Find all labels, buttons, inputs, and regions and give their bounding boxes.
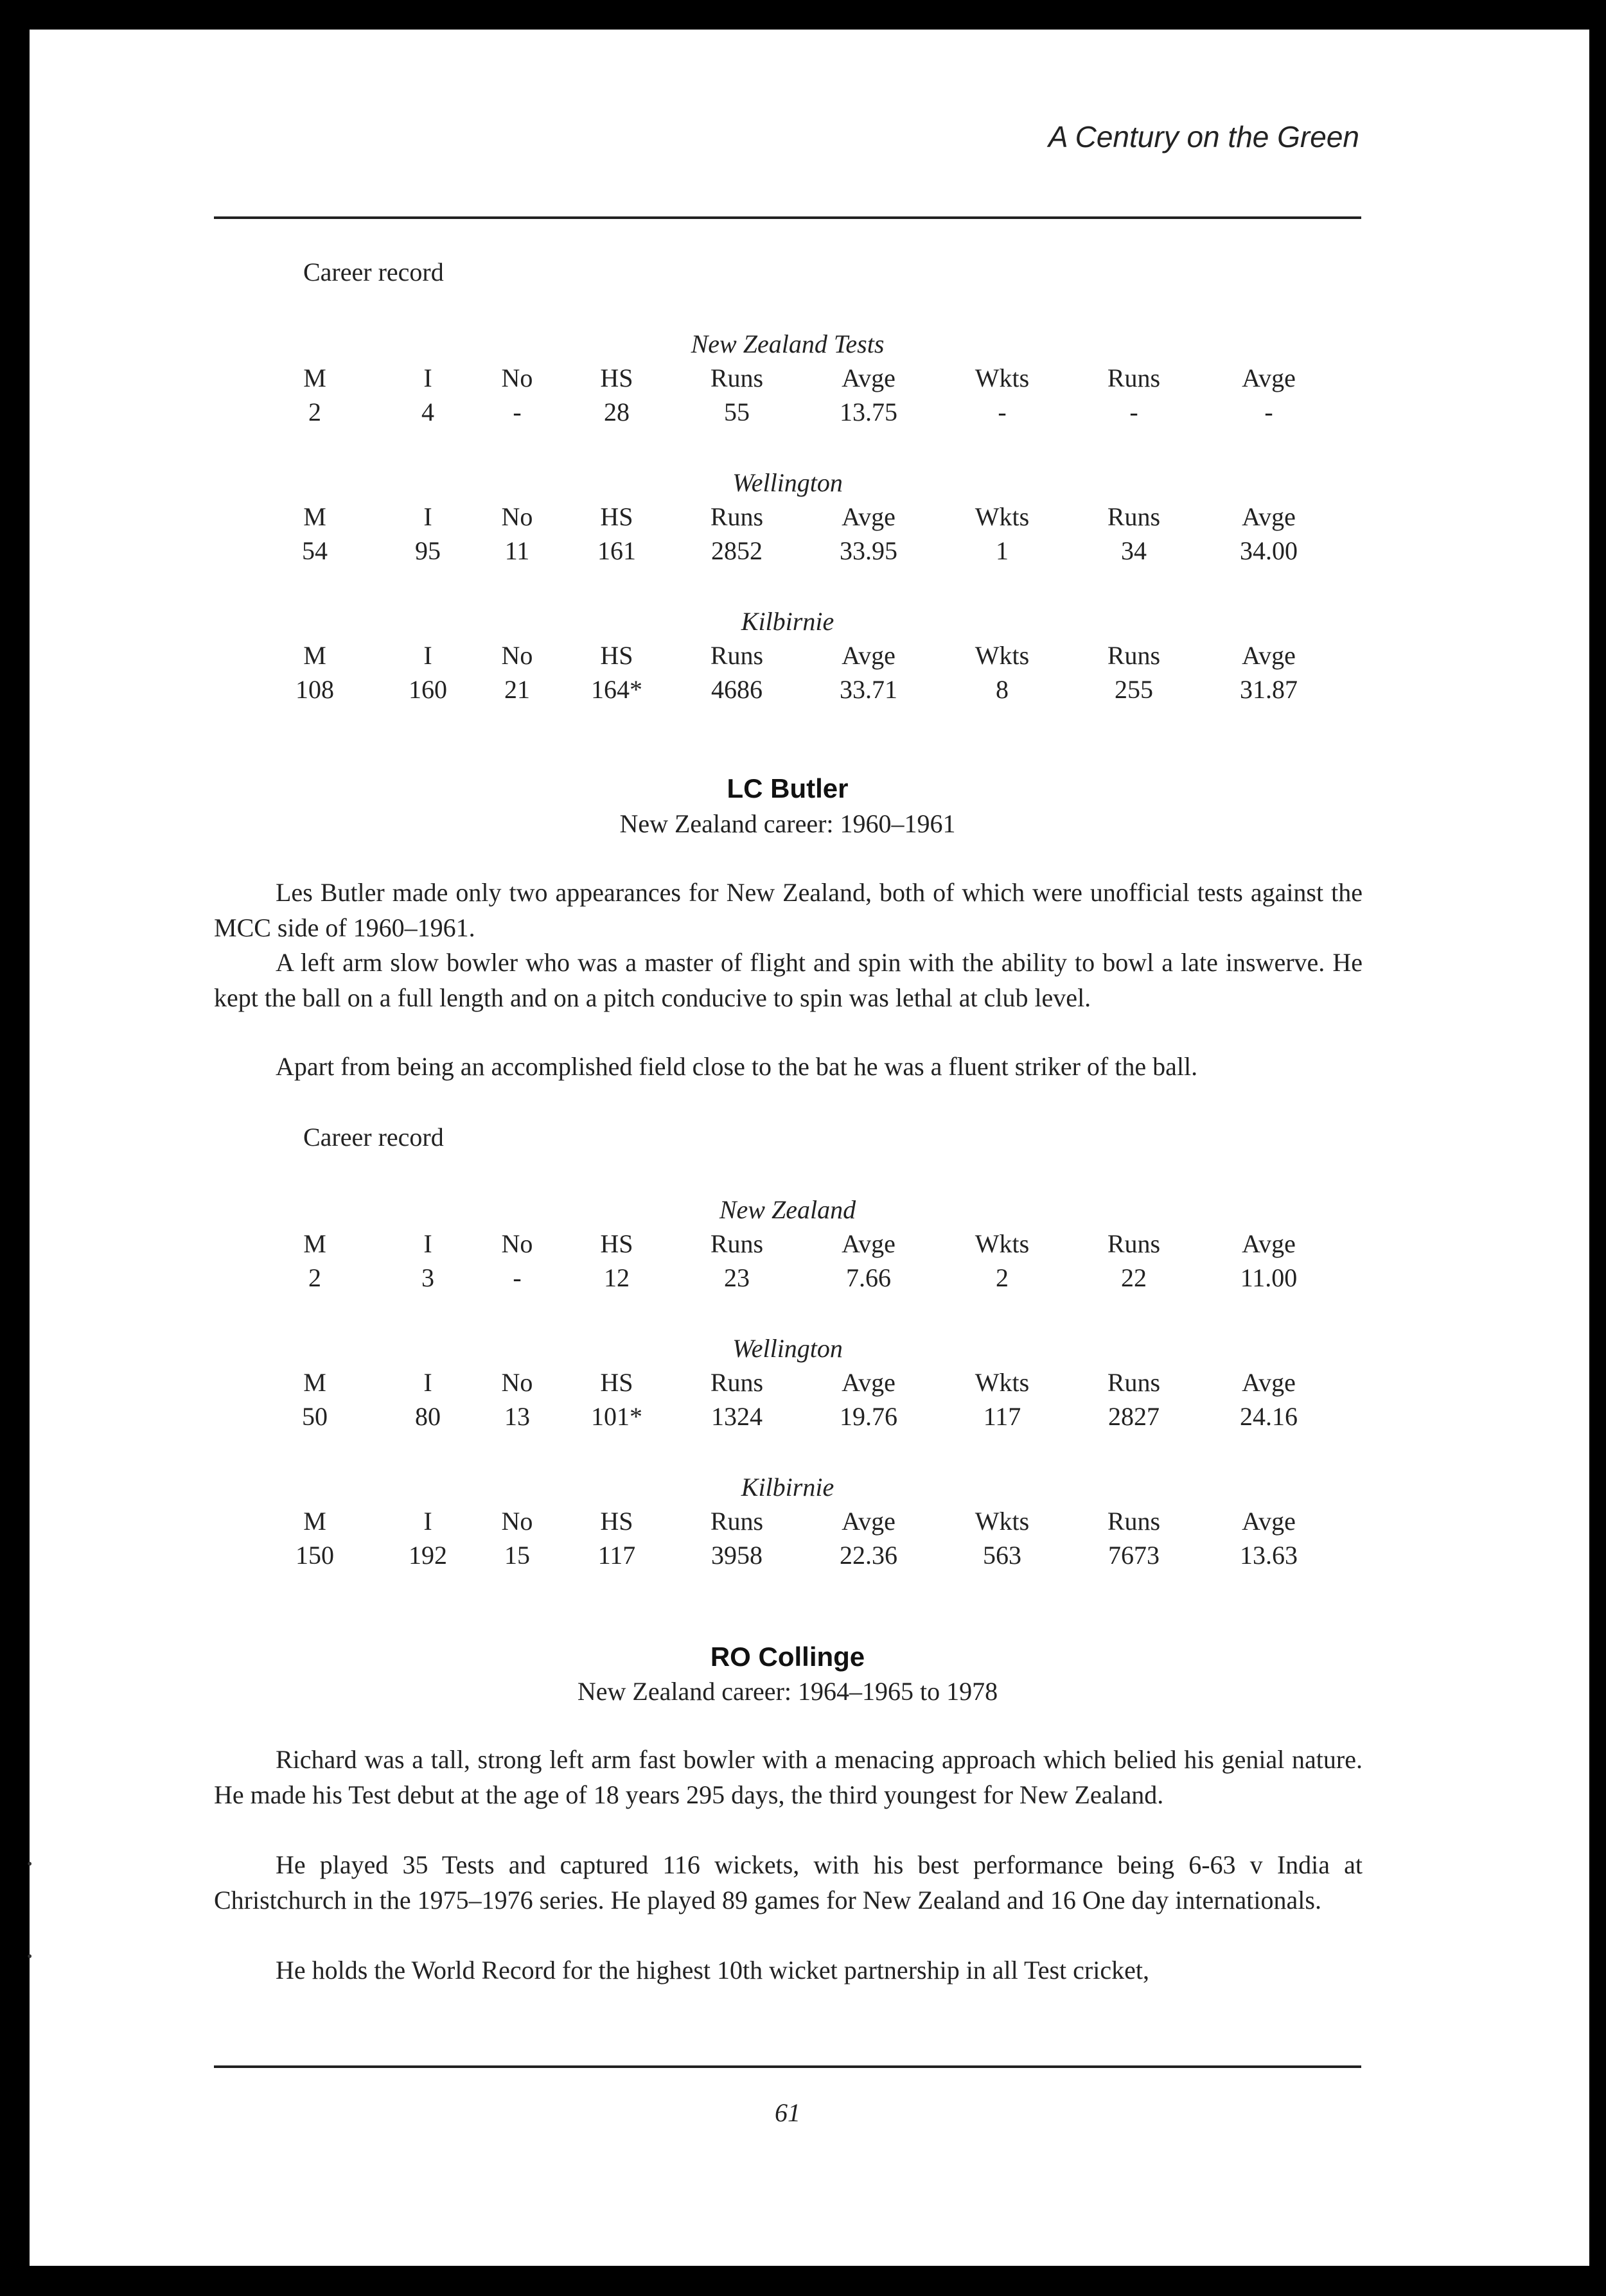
stat-value: 1324 <box>711 1402 763 1431</box>
stat-value: 12 <box>604 1263 630 1292</box>
stat-value: 160 <box>409 675 447 704</box>
column-header: No <box>501 1368 533 1397</box>
stat-value: 164* <box>591 675 642 704</box>
table-heading: Wellington <box>732 1334 843 1363</box>
column-header: I <box>423 1507 432 1536</box>
column-header: Runs <box>1107 502 1161 531</box>
column-header: Wkts <box>975 1507 1030 1536</box>
column-header: I <box>423 364 432 392</box>
table-heading: Kilbirnie <box>741 1473 834 1502</box>
column-header: No <box>501 364 533 392</box>
column-header: Runs <box>1107 1229 1161 1258</box>
column-header: M <box>303 502 326 531</box>
paragraph: A left arm slow bowler who was a master of flight and spin with the ability to bowl a late inswerve. He kept the ball on a full length and on a pitch conducive to spin was lethal at club level. <box>214 948 1363 1012</box>
stat-value: 161 <box>597 536 636 565</box>
stat-value: 101* <box>591 1402 642 1431</box>
column-header: Avge <box>1242 641 1296 670</box>
column-header: Runs <box>710 502 764 531</box>
stat-value: - <box>513 1263 522 1292</box>
stat-value: 13.75 <box>840 398 897 426</box>
column-header: Wkts <box>975 1368 1030 1397</box>
stat-value: 2 <box>996 1263 1009 1292</box>
stat-value: 19.76 <box>840 1402 897 1431</box>
column-header: HS <box>600 641 633 670</box>
column-header: HS <box>600 502 633 531</box>
stat-value: 563 <box>983 1541 1021 1570</box>
paragraph: Apart from being an accomplished field close to the bat he was a fluent striker of the ball. <box>276 1052 1198 1081</box>
column-header: Wkts <box>975 364 1030 392</box>
column-header: No <box>501 1229 533 1258</box>
stat-value: 2 <box>308 398 321 426</box>
stat-value: 3958 <box>711 1541 763 1570</box>
stat-value: 1 <box>996 536 1009 565</box>
stat-value: 117 <box>983 1402 1021 1431</box>
stat-value: 54 <box>302 536 328 565</box>
column-header: Runs <box>710 364 764 392</box>
column-header: Runs <box>710 1229 764 1258</box>
column-header: No <box>501 1507 533 1536</box>
stat-value: 8 <box>996 675 1009 704</box>
column-header: Avge <box>1242 1507 1296 1536</box>
column-header: Runs <box>1107 641 1161 670</box>
career-span: New Zealand career: 1964–1965 to 1978 <box>577 1677 998 1706</box>
column-header: Avge <box>842 641 896 670</box>
column-header: Avge <box>842 502 896 531</box>
column-header: M <box>303 1229 326 1258</box>
career-record-label: Career record <box>303 1123 444 1152</box>
paragraph: He holds the World Record for the highest 10th wicket partnership in all Test cricket, <box>276 1956 1149 1985</box>
column-header: I <box>423 1368 432 1397</box>
column-header: M <box>303 1368 326 1397</box>
table-heading: New Zealand Tests <box>691 329 885 358</box>
stat-value: - <box>1129 398 1138 426</box>
column-header: HS <box>600 1229 633 1258</box>
column-header: Avge <box>842 1368 896 1397</box>
column-header: Avge <box>1242 1229 1296 1258</box>
column-header: Wkts <box>975 641 1030 670</box>
stat-value: 95 <box>415 536 441 565</box>
column-header: Avge <box>842 1229 896 1258</box>
column-header: Avge <box>1242 364 1296 392</box>
column-header: Avge <box>1242 1368 1296 1397</box>
stat-value: 4 <box>421 398 434 426</box>
stat-value: 80 <box>415 1402 441 1431</box>
stat-value: 13.63 <box>1240 1541 1298 1570</box>
column-header: Runs <box>710 641 764 670</box>
stat-value: 2852 <box>711 536 763 565</box>
column-header: HS <box>600 1507 633 1536</box>
stat-value: 23 <box>724 1263 750 1292</box>
career-record-label: Career record <box>303 258 444 286</box>
stat-value: - <box>998 398 1007 426</box>
stat-value: 2827 <box>1108 1402 1160 1431</box>
player-name: RO Collinge <box>710 1642 865 1672</box>
table-heading: New Zealand <box>719 1195 856 1224</box>
column-header: Runs <box>1107 364 1161 392</box>
column-header: Avge <box>842 1507 896 1536</box>
paragraph: Les Butler made only two appearances for New Zealand, both of which were unofficial tests against the MCC side of 1960–1961. <box>214 878 1363 942</box>
column-header: HS <box>600 1368 633 1397</box>
stat-value: 22.36 <box>840 1541 897 1570</box>
scan-speck: • <box>27 1949 33 1965</box>
career-span: New Zealand career: 1960–1961 <box>619 809 956 838</box>
stat-value: 15 <box>504 1541 530 1570</box>
column-header: Wkts <box>975 502 1030 531</box>
stat-value: 34 <box>1121 536 1147 565</box>
column-header: Runs <box>1107 1368 1161 1397</box>
column-header: No <box>501 641 533 670</box>
column-header: M <box>303 1507 326 1536</box>
stat-value: 11 <box>504 536 530 565</box>
running-head: A Century on the Green <box>1048 120 1359 153</box>
column-header: M <box>303 364 326 392</box>
column-header: Avge <box>842 364 896 392</box>
column-header: Wkts <box>975 1229 1030 1258</box>
stat-value: 2 <box>308 1263 321 1292</box>
table-heading: Wellington <box>732 468 843 497</box>
stat-value: 33.71 <box>840 675 897 704</box>
player-name: LC Butler <box>727 773 849 803</box>
stat-value: 7.66 <box>846 1263 891 1292</box>
stat-value: 108 <box>296 675 334 704</box>
stat-value: 255 <box>1115 675 1153 704</box>
scan-speck: • <box>27 1856 33 1873</box>
stat-value: - <box>1264 398 1273 426</box>
column-header: Runs <box>710 1368 764 1397</box>
paragraph: He played 35 Tests and captured 116 wickets, with his best performance being 6-63 v India at Christchurch in the 1975–1976 series. He played 89 games for New Zealand and 16 One day internationals. <box>214 1850 1363 1915</box>
stat-value: 3 <box>421 1263 434 1292</box>
stat-value: 4686 <box>711 675 763 704</box>
column-header: I <box>423 502 432 531</box>
stat-value: 150 <box>296 1541 334 1570</box>
column-header: Runs <box>1107 1507 1161 1536</box>
footer-rule <box>214 2065 1361 2068</box>
column-header: Avge <box>1242 502 1296 531</box>
stat-value: 21 <box>504 675 530 704</box>
paragraph: Richard was a tall, strong left arm fast bowler with a menacing approach which belied his genial nature. He made his Test debut at the age of 18 years 295 days, the third youngest for New Zealand. <box>214 1745 1363 1809</box>
stat-value: 34.00 <box>1240 536 1298 565</box>
column-header: M <box>303 641 326 670</box>
stat-value: 31.87 <box>1240 675 1298 704</box>
header-rule <box>214 216 1361 219</box>
column-header: No <box>501 502 533 531</box>
column-header: I <box>423 641 432 670</box>
column-header: Runs <box>710 1507 764 1536</box>
stat-value: 24.16 <box>1240 1402 1298 1431</box>
page-number: 61 <box>775 2098 800 2127</box>
column-header: I <box>423 1229 432 1258</box>
stat-value: 117 <box>597 1541 636 1570</box>
stat-value: 192 <box>409 1541 447 1570</box>
stat-value: 22 <box>1121 1263 1147 1292</box>
stat-value: 55 <box>724 398 750 426</box>
stat-value: - <box>513 398 522 426</box>
table-heading: Kilbirnie <box>741 607 834 636</box>
stat-value: 28 <box>604 398 630 426</box>
stat-value: 11.00 <box>1240 1263 1298 1292</box>
stat-value: 50 <box>302 1402 328 1431</box>
stat-value: 13 <box>504 1402 530 1431</box>
stat-value: 33.95 <box>840 536 897 565</box>
column-header: HS <box>600 364 633 392</box>
stat-value: 7673 <box>1108 1541 1160 1570</box>
